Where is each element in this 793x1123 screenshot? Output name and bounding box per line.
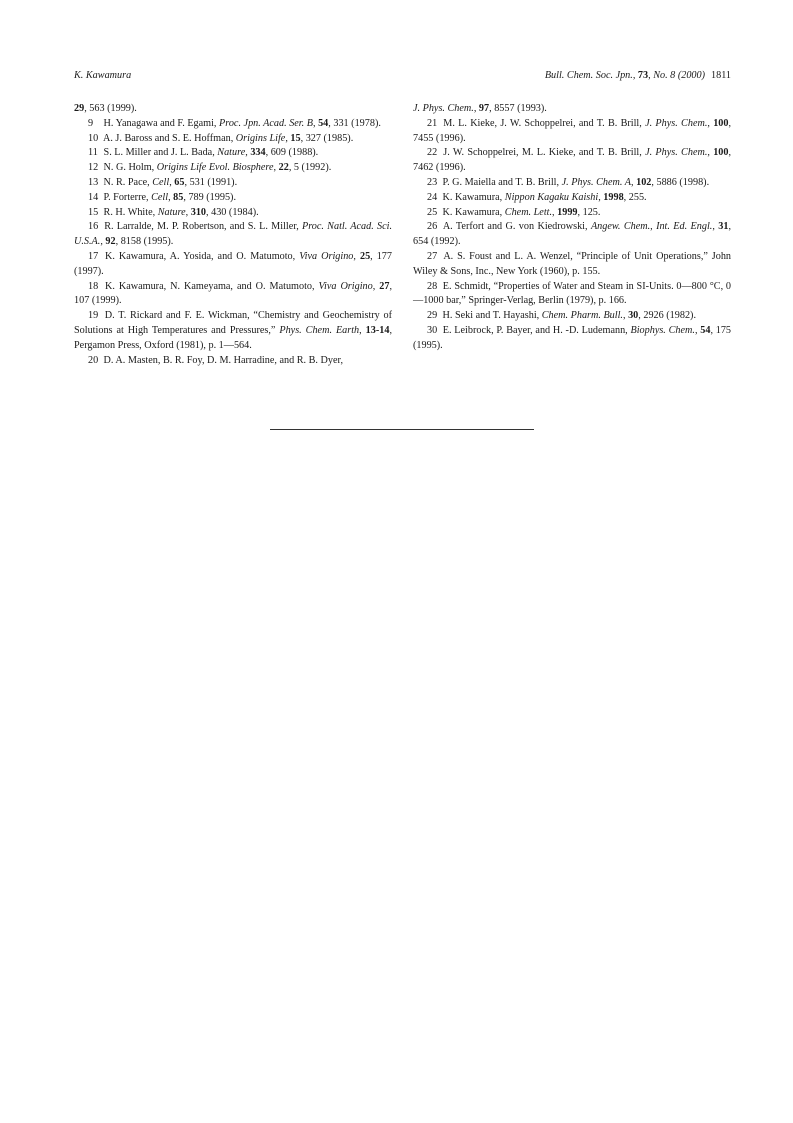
reference-text: , — [631, 176, 637, 188]
reference-number: 29 — [427, 310, 438, 322]
header-journal: Bull. Chem. Soc. Jpn., — [544, 70, 638, 81]
reference-text: , — [707, 147, 714, 159]
reference-entry — [413, 146, 731, 176]
journal-name: Nature — [217, 147, 246, 159]
volume-number: 310 — [190, 206, 206, 218]
reference-text: N. R. Pace, — [103, 176, 153, 188]
reference-entry — [74, 132, 392, 147]
journal-name: Chem. Pharm. Bull. — [541, 310, 623, 322]
volume-number: 334 — [250, 147, 266, 159]
volume-number: 54 — [700, 324, 711, 336]
reference-text: K. Kawamura, N. Kameyama, and O. Matumoto, — [105, 280, 319, 292]
reference-text: , 8557 (1993). — [489, 103, 547, 114]
reference-text: , 327 (1985). — [300, 132, 354, 144]
reference-number: 13 — [88, 176, 99, 188]
reference-text: A. Terfort and G. von Kiedrowski, — [442, 221, 591, 233]
running-header — [74, 70, 731, 84]
reference-text: , 331 (1978). — [328, 117, 381, 129]
reference-text: , — [598, 191, 604, 203]
reference-text: K. Kawamura, A. Yosida, and O. Matumoto, — [105, 250, 300, 262]
reference-entry — [74, 161, 392, 176]
reference-number: 16 — [88, 221, 99, 233]
reference-entry — [413, 206, 731, 221]
reference-text: E. Leibrock, P. Bayer, and H. -D. Ludemann, — [442, 324, 631, 336]
volume-number: 30 — [628, 310, 639, 322]
journal-name: Chem. Lett. — [504, 206, 553, 218]
reference-entry — [74, 117, 392, 132]
reference-text: , 789 (1995). — [183, 191, 236, 203]
reference-entry — [413, 220, 731, 250]
reference-text: , 125. — [577, 206, 601, 218]
volume-number: 54 — [318, 117, 329, 129]
reference-number: 15 — [88, 206, 99, 218]
reference-text: R. Larralde, M. P. Robertson, and S. L. Miller, — [104, 221, 302, 233]
reference-entry — [413, 324, 731, 354]
reference-number: 11 — [88, 147, 98, 159]
reference-number: 27 — [427, 250, 438, 262]
reference-text: , Pergamon Press, Oxford (1981), p. 1—564. — [74, 324, 392, 351]
journal-name: Nature — [157, 206, 186, 218]
reference-number: 12 — [88, 162, 99, 174]
reference-text: , 107 (1999). — [74, 280, 392, 307]
reference-continuation — [74, 102, 392, 117]
reference-text: , — [353, 250, 360, 262]
reference-text: , — [168, 191, 174, 203]
reference-text: J. W. Schoppelrei, M. L. Kieke, and T. B. Brill, — [443, 147, 646, 159]
reference-entry — [74, 309, 392, 353]
reference-number: 20 — [88, 354, 99, 366]
reference-text: , 5886 (1998). — [651, 176, 710, 188]
reference-text: , — [169, 176, 175, 188]
journal-name: J. Phys. Chem. — [645, 117, 708, 129]
journal-name: Nippon Kagaku Kaishi — [504, 191, 599, 203]
reference-number: 10 — [88, 132, 99, 144]
volume-number: 15 — [290, 132, 301, 144]
reference-text: , — [185, 206, 191, 218]
reference-text: , — [694, 324, 701, 336]
end-rule — [270, 429, 534, 430]
reference-entry — [413, 309, 731, 324]
reference-text: , 430 (1984). — [206, 206, 259, 218]
reference-text: , 8158 (1995). — [115, 236, 174, 248]
reference-number: 30 — [427, 324, 438, 336]
reference-text: , — [245, 147, 251, 159]
reference-entry — [74, 176, 392, 191]
journal-name: Biophys. Chem. — [630, 324, 695, 336]
header-citation — [545, 70, 731, 81]
volume-number: 100 — [713, 117, 729, 129]
journal-name: Phys. Chem. Earth — [279, 324, 360, 336]
journal-name: Cell — [152, 176, 170, 188]
journal-name: Origins Life — [235, 132, 286, 144]
reference-text: , — [473, 103, 479, 114]
reference-number: 19 — [88, 310, 99, 322]
reference-entry — [413, 176, 731, 191]
reference-entry — [413, 280, 731, 310]
journal-name: Origins Life Evol. Biosphere — [156, 162, 274, 174]
header-author: K. Kawamura — [74, 70, 132, 81]
journal-name: J. Phys. Chem. — [645, 147, 708, 159]
reference-text: S. L. Miller and J. L. Bada, — [103, 147, 218, 159]
reference-text: , 255. — [623, 191, 647, 203]
volume-number: 31 — [718, 221, 729, 233]
page-number: 1811 — [711, 70, 731, 81]
volume-number: 97 — [478, 103, 490, 114]
reference-continuation — [413, 102, 731, 117]
journal-name: Viva Origino — [299, 250, 354, 262]
volume-number: 100 — [713, 147, 729, 159]
reference-text: , — [552, 206, 558, 218]
journal-name: Proc. Natl. Acad. Sci. U.S.A. — [74, 221, 392, 248]
reference-entry — [74, 280, 392, 310]
reference-text: A. S. Foust and L. A. Wenzel, “Principle of Unit Operations,” John Wiley & Sons, Inc., New York (1960), p. 155. — [413, 250, 732, 277]
reference-entry — [74, 146, 392, 161]
journal-name: Angew. Chem., Int. Ed. Engl. — [590, 221, 713, 233]
volume-number: 1998 — [603, 191, 624, 203]
reference-text: , 609 (1988). — [265, 147, 319, 159]
reference-text: , — [712, 221, 719, 233]
reference-text: E. Schmidt, “Properties of Water and Steam in SI-Units. 0—800 °C, 0—1000 bar,” Springer-Verlag, Berlin (1979), p. 166. — [413, 280, 732, 307]
reference-number: 9 — [88, 117, 94, 129]
reference-entry — [413, 191, 731, 206]
reference-text: D. A. Masten, B. R. Foy, D. M. Harradine, and R. B. Dyer, — [103, 354, 343, 366]
volume-number: 85 — [173, 191, 184, 203]
reference-text: A. J. Baross and S. E. Hoffman, — [102, 132, 236, 144]
reference-entry — [74, 191, 392, 206]
volume-number: 22 — [278, 162, 289, 174]
reference-text: K. Kawamura, — [442, 191, 505, 203]
reference-number: 25 — [427, 206, 438, 218]
reference-number: 24 — [427, 191, 438, 203]
reference-text: D. T. Rickard and F. E. Wickman, “Chemistry and Geochemistry of Solutions at High Temperatures and Pressures,” — [74, 310, 392, 336]
reference-text: , — [372, 280, 380, 292]
reference-text: , 177 (1997). — [74, 250, 392, 277]
reference-entry — [74, 220, 392, 250]
reference-number: 28 — [427, 280, 438, 292]
reference-number: 21 — [427, 117, 438, 129]
references-right-column — [413, 102, 731, 354]
reference-text: P. Forterre, — [103, 191, 152, 203]
reference-text: R. H. White, — [103, 206, 158, 218]
journal-name: Cell — [151, 191, 169, 203]
reference-entry — [413, 250, 731, 280]
reference-entry — [413, 117, 731, 147]
reference-text: , 7455 (1996). — [413, 117, 732, 144]
journal-name: J. Phys. Chem. A — [561, 176, 632, 188]
reference-text: K. Kawamura, — [442, 206, 505, 218]
reference-entry — [74, 250, 392, 280]
reference-text: , 7462 (1996). — [413, 147, 732, 174]
reference-number: 23 — [427, 176, 438, 188]
reference-text: , 531 (1991). — [184, 176, 238, 188]
journal-name: J. Phys. Chem. — [413, 103, 474, 114]
reference-text: , 563 (1999). — [84, 103, 137, 114]
volume-number: 13-14 — [365, 324, 390, 336]
volume-number: 102 — [636, 176, 652, 188]
reference-text: N. G. Holm, — [103, 162, 157, 174]
reference-text: , — [273, 162, 279, 174]
header-issue: , No. 8 (2000) — [648, 70, 705, 81]
volume-number: 27 — [379, 280, 390, 292]
volume-number: 92 — [105, 236, 116, 248]
reference-number: 22 — [427, 147, 438, 159]
volume-number: 1999 — [557, 206, 578, 218]
reference-text: , — [100, 236, 106, 248]
reference-text: P. G. Maiella and T. B. Brill, — [442, 176, 562, 188]
journal-name: Viva Origino — [318, 280, 373, 292]
volume-number: 65 — [174, 176, 185, 188]
reference-entry — [74, 206, 392, 221]
reference-number: 17 — [88, 250, 99, 262]
reference-text: , 2926 (1982). — [638, 310, 696, 322]
reference-text: H. Seki and T. Hayashi, — [442, 310, 542, 322]
reference-text: , 5 (1992). — [288, 162, 332, 174]
reference-text: , 654 (1992). — [413, 221, 732, 248]
journal-name: Proc. Jpn. Acad. Ser. B — [219, 117, 313, 129]
reference-text: , — [707, 117, 714, 129]
reference-text: M. L. Kieke, J. W. Schoppelrei, and T. B. Brill, — [443, 117, 646, 129]
reference-number: 18 — [88, 280, 99, 292]
reference-text: , — [312, 117, 319, 129]
reference-number: 14 — [88, 191, 99, 203]
header-volume: 73 — [637, 70, 649, 81]
reference-text: H. Yanagawa and F. Egami, — [103, 117, 220, 129]
reference-text: , — [359, 324, 366, 336]
reference-text: , — [622, 310, 629, 322]
reference-number: 26 — [427, 221, 438, 233]
volume-number: 29 — [74, 103, 85, 114]
reference-text: , 175 (1995). — [413, 324, 732, 351]
reference-text: , — [285, 132, 291, 144]
references-left-column — [74, 102, 392, 368]
reference-entry — [74, 354, 392, 369]
volume-number: 25 — [359, 250, 371, 262]
